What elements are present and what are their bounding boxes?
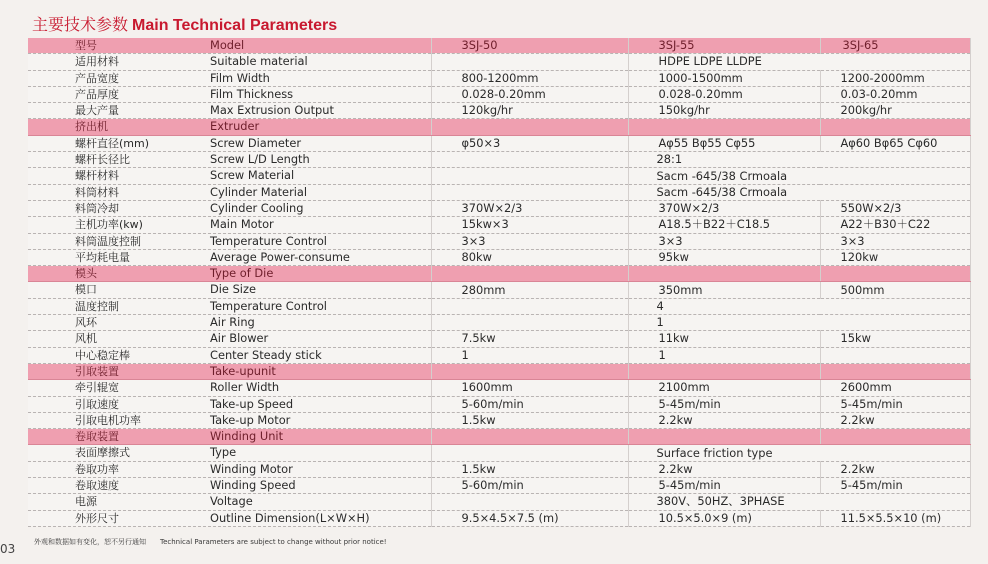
footer-cn: 外观和数据如有变化，恕不另行通知: [34, 538, 146, 546]
row-label-cn: 平均耗电量: [75, 250, 130, 264]
value-cell-model-1: φ50×3: [431, 135, 628, 151]
value-cell-model-2: 0.028-0.20mm: [628, 86, 820, 102]
value-cell-model-1: 370W×2/3: [431, 200, 628, 216]
section-empty-cell: [431, 266, 628, 282]
value-cell-model-2: Aφ55 Bφ55 Cφ55: [628, 135, 820, 151]
value-cell-model-3: 2600mm: [820, 380, 970, 396]
value-cell-model-1: 7.5kw: [431, 331, 628, 347]
value-cell-model-3: 11.5×5.5×10 (m): [820, 510, 970, 526]
table-row: [28, 233, 970, 249]
row-label-cn: 产品宽度: [75, 71, 119, 85]
value-cell-empty: [431, 298, 628, 314]
table-row: [28, 347, 970, 363]
table-row: [28, 249, 970, 265]
row-label-cell: [28, 510, 431, 526]
section-empty-cell: [431, 363, 628, 379]
value-cell-model-1: 1.5kw: [431, 412, 628, 428]
value-cell-model-2: 150kg/hr: [628, 103, 820, 119]
section-empty-cell: [820, 429, 970, 445]
page-title: [32, 12, 337, 35]
row-label-cell: [28, 445, 431, 461]
value-cell-shared: 28:1: [628, 152, 970, 168]
value-cell-model-1: 1600mm: [431, 380, 628, 396]
row-label-cn: 适用材料: [75, 55, 119, 69]
row-label-en: Die Size: [210, 282, 256, 297]
value-cell-model-3: Aφ60 Bφ65 Cφ60: [820, 135, 970, 151]
row-label-en: Take-upunit: [210, 363, 276, 378]
section-header-row: [28, 266, 970, 282]
section-empty-cell: [820, 119, 970, 135]
section-empty-cell: [628, 363, 820, 379]
value-cell-model-3: 1200-2000mm: [820, 70, 970, 86]
value-cell-empty: [431, 184, 628, 200]
value-cell-model-2: 1000-1500mm: [628, 70, 820, 86]
value-cell-model-3: 500mm: [820, 282, 970, 298]
row-label-cell: [28, 70, 431, 86]
section-empty-cell: [431, 119, 628, 135]
page-number: 03: [0, 542, 16, 556]
table-row: [28, 152, 970, 168]
row-label-cn: 风环: [75, 316, 97, 330]
row-label-cn: 螺杆长径比: [75, 153, 130, 167]
row-label-cell: [28, 494, 431, 510]
value-cell-shared: 380V、50HZ、3PHASE: [628, 494, 970, 510]
value-cell-model-3: A22＋B30＋C22: [820, 217, 970, 233]
value-cell-shared: Surface friction type: [628, 445, 970, 461]
table-row: [28, 461, 970, 477]
table-row: [28, 135, 970, 151]
row-label-cell: [28, 233, 431, 249]
value-cell-empty: [431, 168, 628, 184]
row-label-en: Take-up Speed: [210, 396, 294, 411]
row-label-cell: [28, 152, 431, 168]
value-cell-model-3: 5-45m/min: [820, 396, 970, 412]
value-cell-model-2: 5-45m/min: [628, 396, 820, 412]
row-label-cn: 卷取功率: [75, 462, 119, 476]
row-label-cell: [28, 135, 431, 151]
value-cell-model-1: 9.5×4.5×7.5 (m): [431, 510, 628, 526]
footer-note: [34, 537, 401, 547]
row-label-en: Type of Die: [210, 266, 274, 281]
model-2: 3SJ-55: [628, 38, 820, 54]
value-cell-model-3: 2.2kw: [820, 461, 970, 477]
section-empty-cell: [820, 363, 970, 379]
row-label-cn: 料筒温度控制: [75, 234, 141, 248]
row-label-cn: 牵引辊宽: [75, 381, 119, 395]
row-label-cn: 温度控制: [75, 299, 119, 313]
value-cell-model-3: 0.03-0.20mm: [820, 86, 970, 102]
row-label-cell: [28, 103, 431, 119]
row-label-cn: 模头: [75, 267, 97, 281]
section-header-row: [28, 429, 970, 445]
row-label-en: Suitable material: [210, 54, 308, 69]
table-row: [28, 298, 970, 314]
value-cell-shared: Sacm -645/38 Crmoala: [628, 168, 970, 184]
value-cell-model-3: [820, 347, 970, 363]
value-cell-model-1: 5-60m/min: [431, 478, 628, 494]
value-cell-empty: [431, 445, 628, 461]
table-row: [28, 282, 970, 298]
header-row: [28, 38, 970, 54]
table-row: [28, 396, 970, 412]
row-label-en: Temperature Control: [210, 298, 327, 313]
section-empty-cell: [628, 429, 820, 445]
row-label-cell: [28, 315, 431, 331]
value-cell-model-1: 120kg/hr: [431, 103, 628, 119]
row-label-cell: [28, 249, 431, 265]
header-label-cell: [28, 38, 431, 54]
value-cell-model-2: 2100mm: [628, 380, 820, 396]
model-3: 3SJ-65: [820, 38, 970, 54]
section-header-row: [28, 363, 970, 379]
row-label-en: Roller Width: [210, 380, 280, 395]
row-label-en: Screw Diameter: [210, 135, 302, 150]
table-row: [28, 412, 970, 428]
value-cell-model-2: 350mm: [628, 282, 820, 298]
section-label-cell: [28, 266, 431, 282]
row-label-en: Air Blower: [210, 331, 269, 346]
value-cell-empty: [431, 152, 628, 168]
value-cell-shared: HDPE LDPE LLDPE: [628, 54, 970, 70]
row-label-en: Screw L/D Length: [210, 152, 310, 167]
model-1: 3SJ-50: [431, 38, 628, 54]
value-cell-model-2: 95kw: [628, 249, 820, 265]
value-cell-model-3: 2.2kw: [820, 412, 970, 428]
value-cell-model-1: 800-1200mm: [431, 70, 628, 86]
row-label-cell: [28, 168, 431, 184]
row-label-en: Extruder: [210, 119, 260, 134]
value-cell-model-2: 1: [628, 347, 820, 363]
section-label-cell: [28, 429, 431, 445]
title-cn: 主要技术参数: [32, 15, 129, 34]
value-cell-model-2: A18.5＋B22＋C18.5: [628, 217, 820, 233]
value-cell-empty: [431, 54, 628, 70]
footer-en: Technical Parameters are subject to change without prior notice!: [160, 538, 387, 546]
table-row: [28, 217, 970, 233]
table-row: [28, 200, 970, 216]
value-cell-model-2: 11kw: [628, 331, 820, 347]
table-row: [28, 168, 970, 184]
row-label-cn: 主机功率(kw): [75, 218, 143, 232]
row-label-cn: 引取电机功率: [75, 413, 141, 427]
row-label-cn: 表面摩擦式: [75, 446, 130, 460]
value-cell-empty: [431, 315, 628, 331]
table-row: [28, 478, 970, 494]
value-cell-shared: Sacm -645/38 Crmoala: [628, 184, 970, 200]
row-label-en: Temperature Control: [210, 233, 327, 248]
table-row: [28, 54, 970, 70]
value-cell-model-3: 550W×2/3: [820, 200, 970, 216]
row-label-en: Screw Material: [210, 168, 295, 183]
row-label-en: Average Power-consume: [210, 249, 350, 264]
value-cell-model-3: 3×3: [820, 233, 970, 249]
value-cell-shared: 1: [628, 315, 970, 331]
value-cell-model-2: 3×3: [628, 233, 820, 249]
row-label-cn: 电源: [75, 495, 97, 509]
value-cell-model-1: 1: [431, 347, 628, 363]
section-header-row: [28, 119, 970, 135]
row-label-en: Center Steady stick: [210, 347, 322, 362]
row-label-cell: [28, 478, 431, 494]
row-label-cn: 外形尺寸: [75, 511, 119, 525]
parameters-table-body: [28, 38, 970, 526]
row-label-en: Cylinder Cooling: [210, 200, 304, 215]
value-cell-empty: [431, 494, 628, 510]
table-row: [28, 103, 970, 119]
row-label-cell: [28, 412, 431, 428]
value-cell-model-2: 10.5×5.0×9 (m): [628, 510, 820, 526]
value-cell-model-2: 5-45m/min: [628, 478, 820, 494]
row-label-cell: [28, 331, 431, 347]
row-label-en: Main Motor: [210, 217, 274, 232]
value-cell-model-1: 1.5kw: [431, 461, 628, 477]
table-row: [28, 445, 970, 461]
row-label-cell: [28, 298, 431, 314]
row-label-en: Winding Unit: [210, 429, 284, 444]
row-label-en: Max Extrusion Output: [210, 103, 334, 118]
table-row: [28, 184, 970, 200]
row-label-cn: 卷取装置: [75, 430, 119, 444]
value-cell-model-1: 80kw: [431, 249, 628, 265]
row-label-cn: 引取速度: [75, 397, 119, 411]
value-cell-model-2: 370W×2/3: [628, 200, 820, 216]
row-label-cn: 引取装置: [75, 364, 119, 378]
row-label-cell: [28, 396, 431, 412]
value-cell-model-1: 280mm: [431, 282, 628, 298]
value-cell-model-1: 3×3: [431, 233, 628, 249]
row-label-cn: 螺杆直径(mm): [75, 136, 150, 150]
row-label-cn: 挤出机: [75, 120, 108, 134]
table-row: [28, 494, 970, 510]
row-label-en: Winding Motor: [210, 461, 293, 476]
table-row: [28, 380, 970, 396]
row-label-cell: [28, 184, 431, 200]
value-cell-model-3: 5-45m/min: [820, 478, 970, 494]
row-label-cn: 最大产量: [75, 104, 119, 118]
value-cell-shared: 4: [628, 298, 970, 314]
table-row: [28, 315, 970, 331]
section-empty-cell: [431, 429, 628, 445]
section-label-cell: [28, 119, 431, 135]
table-row: [28, 86, 970, 102]
row-label-cell: [28, 200, 431, 216]
row-label-en: Winding Speed: [210, 478, 296, 493]
value-cell-model-3: 15kw: [820, 331, 970, 347]
row-label-cn: 型号: [75, 39, 97, 52]
table-row: [28, 331, 970, 347]
row-label-en: Voltage: [210, 494, 253, 509]
row-label-cn: 卷取速度: [75, 479, 119, 493]
row-label-cn: 中心稳定棒: [75, 348, 130, 362]
row-label-cn: 螺杆材料: [75, 169, 119, 183]
row-label-cell: [28, 461, 431, 477]
value-cell-model-1: 0.028-0.20mm: [431, 86, 628, 102]
row-label-en: Outline Dimension(L×W×H): [210, 510, 370, 525]
table-row: [28, 510, 970, 526]
value-cell-model-2: 2.2kw: [628, 412, 820, 428]
row-label-en: Cylinder Material: [210, 184, 308, 199]
row-label-cn: 料筒冷却: [75, 201, 119, 215]
value-cell-model-2: 2.2kw: [628, 461, 820, 477]
row-label-cell: [28, 380, 431, 396]
row-label-cn: 料筒材料: [75, 185, 119, 199]
section-empty-cell: [628, 119, 820, 135]
row-label-cell: [28, 217, 431, 233]
row-label-en: Film Width: [210, 70, 270, 85]
row-label-cell: [28, 282, 431, 298]
row-label-cn: 模口: [75, 283, 97, 297]
row-label-cell: [28, 86, 431, 102]
value-cell-model-3: 120kw: [820, 249, 970, 265]
row-label-cell: [28, 347, 431, 363]
row-label-en: Take-up Motor: [210, 412, 291, 427]
section-empty-cell: [820, 266, 970, 282]
section-label-cell: [28, 363, 431, 379]
table-row: [28, 70, 970, 86]
row-label-en: Type: [210, 445, 237, 460]
row-label-en: Air Ring: [210, 315, 255, 330]
row-label-cell: [28, 54, 431, 70]
value-cell-model-1: 5-60m/min: [431, 396, 628, 412]
row-label-en: Film Thickness: [210, 86, 294, 101]
row-label-cn: 风机: [75, 332, 97, 346]
row-label-en: Model: [210, 38, 245, 52]
value-cell-model-1: 15kw×3: [431, 217, 628, 233]
row-label-cn: 产品厚度: [75, 87, 119, 101]
value-cell-model-3: 200kg/hr: [820, 103, 970, 119]
section-empty-cell: [628, 266, 820, 282]
parameters-table: [28, 38, 971, 527]
title-en: Main Technical Parameters: [132, 17, 338, 34]
